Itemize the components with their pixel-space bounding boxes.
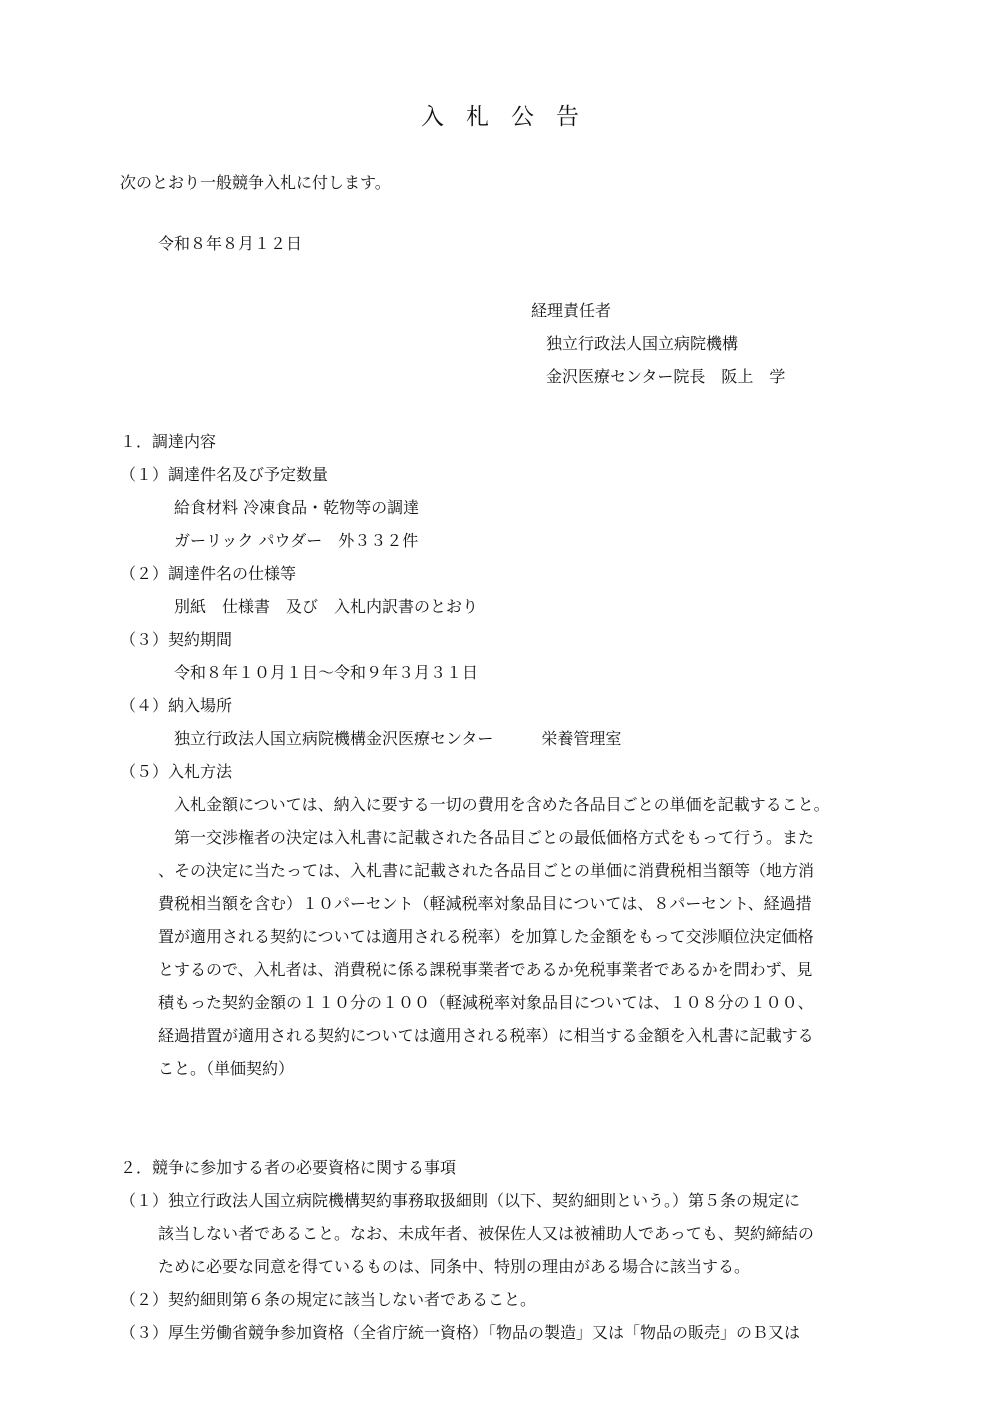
item-1-4-line: 独立行政法人国立病院機構金沢医療センター 栄養管理室 — [174, 729, 622, 748]
bid-method-line: 第一交渉権者の決定は入札書に記載された各品目ごとの最低価格方式をもって行う。また — [174, 828, 815, 847]
item-2-2-line: （２）契約細則第６条の規定に該当しない者であること。 — [120, 1290, 537, 1309]
bid-method-line: 積もった契約金額の１１０分の１００（軽減税率対象品目については、１０８分の１００、 — [158, 993, 814, 1012]
item-2-1-line: （１）独立行政法人国立病院機構契約事務取扱細則（以下、契約細則という。）第５条の規定に — [120, 1191, 801, 1210]
item-1-2-line: 別紙 仕様書 及び 入札内訳書のとおり — [174, 597, 479, 616]
bid-method-line: 経過措置が適用される契約については適用される税率）に相当する金額を入札書に記載する — [158, 1026, 814, 1045]
item-1-2-label: （２）調達件名の仕様等 — [120, 564, 297, 583]
item-1-4-label: （４）納入場所 — [120, 696, 233, 715]
page-title: 入札公告 — [421, 104, 601, 130]
issuer-org: 独立行政法人国立病院機構 — [546, 334, 739, 353]
bid-method-line: とするので、入札者は、消費税に係る課税事業者であるか免税事業者であるかを問わず、見 — [158, 960, 813, 979]
section-2-heading: ２．競争に参加する者の必要資格に関する事項 — [120, 1158, 457, 1177]
item-1-3-label: （３）契約期間 — [120, 630, 233, 649]
item-2-1-line: 該当しない者であること。なお、未成年者、被保佐人又は被補助人であっても、契約締結の — [158, 1224, 814, 1243]
issuer-role: 経理責任者 — [531, 301, 612, 320]
bid-method-line: 、その決定に当たっては、入札書に記載された各品目ごとの単価に消費税相当額等（地方消 — [158, 861, 815, 880]
item-1-3-line: 令和８年１０月１日～令和９年３月３１日 — [174, 663, 479, 682]
item-2-1-line: ために必要な同意を得ているものは、同条中、特別の理由がある場合に該当する。 — [158, 1257, 751, 1276]
intro-text: 次のとおり一般競争入札に付します。 — [120, 173, 391, 192]
notice-date: 令和８年８月１２日 — [158, 234, 303, 253]
section-1-heading: １．調達内容 — [120, 432, 217, 451]
bid-method-line: 置が適用される契約については適用される税率）を加算した金額をもって交渉順位決定価格 — [158, 927, 814, 946]
item-1-5-label: （５）入札方法 — [120, 762, 233, 781]
bid-method-line: 入札金額については、納入に要する一切の費用を含めた各品目ごとの単価を記載すること。 — [174, 795, 830, 814]
bid-method-line: 費税相当額を含む）１０パーセント（軽減税率対象品目については、８パーセント、経過措 — [158, 894, 812, 913]
issuer-name: 金沢医療センター院長 阪上 学 — [546, 367, 786, 386]
item-1-1-label: （１）調達件名及び予定数量 — [120, 465, 329, 484]
item-1-1-line: 給食材料 冷凍食品・乾物等の調達 — [174, 498, 420, 517]
item-1-1-line: ガーリック パウダー 外３３２件 — [174, 531, 419, 550]
bid-method-line: こと。（単価契約） — [158, 1059, 295, 1078]
item-2-3-line: （３）厚生労働省競争参加資格（全省庁統一資格）「物品の製造」又は「物品の販売」のＢ又は — [120, 1323, 801, 1342]
